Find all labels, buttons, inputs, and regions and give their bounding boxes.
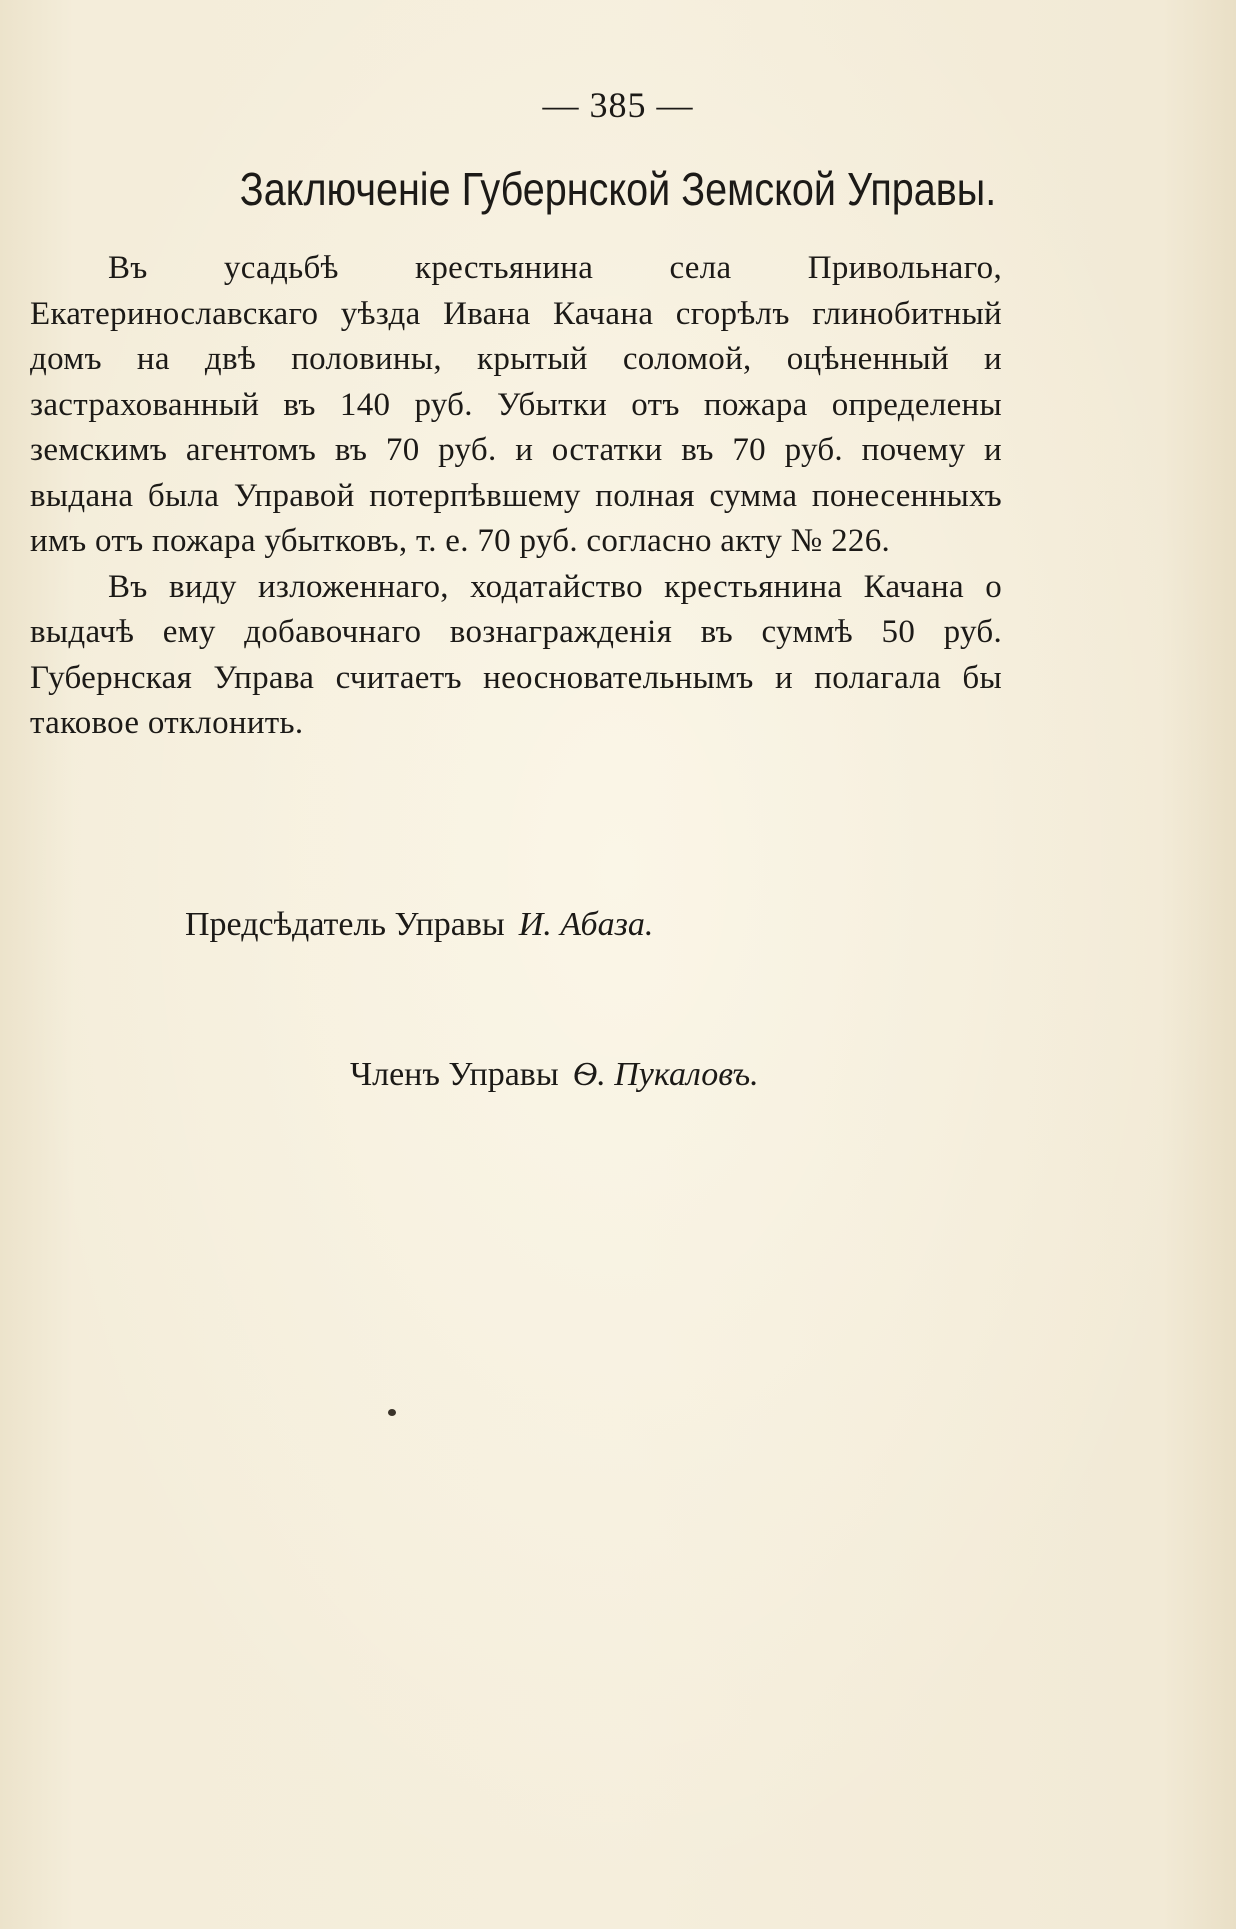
document-heading: Заключенiе Губернской Земской Управы. <box>239 163 997 215</box>
signature-chairman <box>185 906 653 944</box>
page-number: — 385 — <box>542 85 694 125</box>
body-text <box>30 246 1002 747</box>
signature-name: Ѳ. Пукаловъ. <box>572 1056 759 1093</box>
paragraph-1: Въ усадьбѣ крестьянина села Привольнаго, Екатеринославскаго уѣзда Ивана Качана сгорѣлъ глинобитный домъ на двѣ половины, крытый соломой, оцѣненный и застрахованный въ 140 руб. Убытки отъ пожара определены земскимъ агентомъ въ 70 руб. и остатки въ 70 руб. почему и выдана была Управой потерпѣвшему полная сумма понесенныхъ имъ отъ пожара убытковъ, т. е. 70 руб. согласно акту № 226. <box>30 250 1002 559</box>
signature-name: И. Абаза. <box>518 906 654 943</box>
paragraph-2: Въ виду изложеннаго, ходатайство крестьянина Качана о выдачѣ ему добавочнаго вознагражденiя въ суммѣ 50 руб. Губернская Управа считаетъ неосновательнымъ и полагала бы таковое отклонить. <box>30 568 1002 741</box>
signature-member <box>350 1056 759 1094</box>
signature-title: Предсѣдатель Управы <box>185 906 505 943</box>
signature-title: Членъ Управы <box>350 1056 559 1093</box>
ink-speck <box>388 1409 396 1416</box>
